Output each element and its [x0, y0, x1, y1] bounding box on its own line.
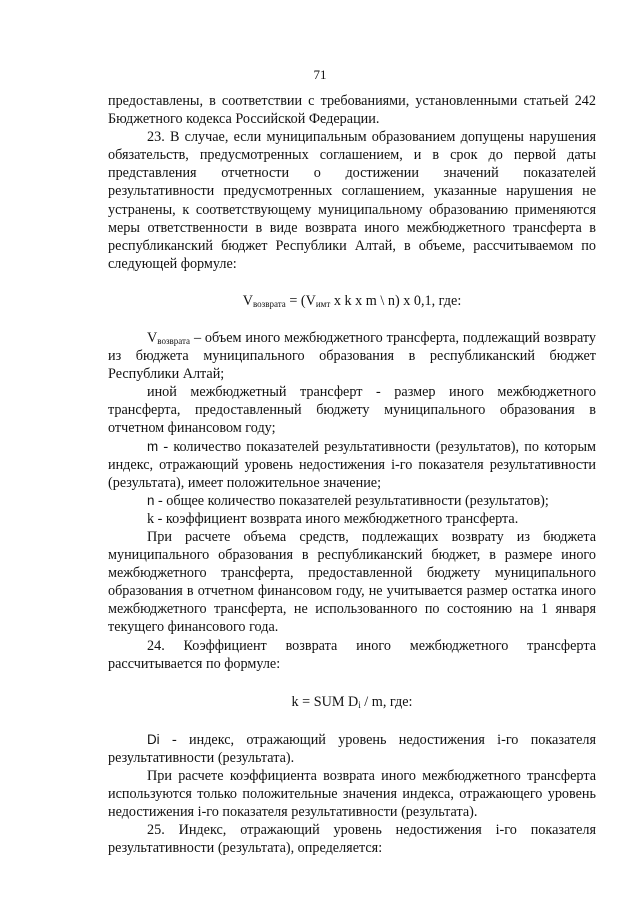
paragraph-imt-definition: иной межбюджетный трансферт - размер иного межбюджетного трансферта, предоставленный бюджету муниципального образования в отчетном финансовом году;: [108, 384, 596, 437]
document-body: [108, 92, 596, 857]
formula-coefficient: [108, 673, 596, 731]
formula2-tail: / m, где:: [360, 693, 413, 710]
paragraph-n-definition: [108, 492, 596, 510]
formula-imt-subscript: имт: [315, 298, 331, 309]
paragraph-m-definition: [108, 438, 596, 492]
term-n-text: - общее количество показателей результативности (результатов);: [154, 492, 549, 509]
formula-return-volume: [108, 273, 596, 329]
formula-tail: x k x m \ n) x 0,1, где:: [330, 292, 462, 309]
paragraph-positive-values: При расчете коэффициента возврата иного межбюджетного трансферта используются только положительные значения индекса, отражающего уровень недостижения i-го показателя результативности (результата).: [108, 767, 596, 821]
paragraph-24: 24. Коэффициент возврата иного межбюджетного трансферта рассчитывается по формуле:: [108, 637, 596, 672]
paragraph-25: 25. Индекс, отражающий уровень недостижения i-го показателя результативности (результата), определяется:: [108, 822, 596, 857]
formula2-subscript: i: [358, 699, 361, 710]
term-di-text: - индекс, отражающий уровень недостижения i-го показателя результативности (результата).: [108, 731, 596, 766]
term-m: m: [147, 438, 159, 454]
term-di: Di: [147, 731, 160, 747]
paragraph-k-definition: k - коэффициент возврата иного межбюджетного трансферта.: [147, 510, 519, 527]
term-v: V: [147, 329, 158, 346]
formula2-head: k = SUM D: [291, 693, 359, 710]
paragraph-di-definition: [108, 731, 596, 767]
formula-v: V: [242, 292, 253, 309]
paragraph-budget-code: предоставлены, в соответствии с требованиями, установленными статьей 242 Бюджетного кодекса Российской Федерации.: [108, 93, 596, 128]
term-n: n: [147, 492, 155, 508]
formula-v-subscript: возврата: [252, 298, 286, 309]
term-v-subscript: возврата: [157, 335, 191, 346]
paragraph-23: 23. В случае, если муниципальным образованием допущены нарушения обязательств, предусмотренных соглашением, и в срок до первой даты представления отчетности о достижении значений показателей результативности предусмотренных соглашением, указанные нарушения не устранены, к соответствующему муниципальному образованию применяются меры ответственности в виде возврата иного межбюджетного трансферта в республиканский бюджет Республики Алтай, в объеме, рассчитываемом по следующей формуле:: [108, 129, 596, 272]
formula-eq-open: = (V: [285, 292, 316, 309]
term-m-text: - количество показателей результативности (результатов), по которым индекс, отражающий уровень недостижения i-го показателя результативности (результата), имеет положительное значение;: [108, 438, 596, 491]
page-number: 71: [313, 67, 327, 82]
paragraph-v-definition: [108, 329, 596, 383]
term-v-text: – объем иного межбюджетного трансферта, подлежащий возврату из бюджета муниципального образования в республиканский бюджет Республики Алтай;: [108, 329, 596, 383]
paragraph-remainder-rule: При расчете объема средств, подлежащих возврату из бюджета муниципального образования в республиканский бюджет, в размере иного межбюджетного трансферта, предоставленной бюджету муниципального образования в отчетном финансовом году, не учитывается размер остатка иного межбюджетного трансферта, не использованного по состоянию на 1 января текущего финансового года.: [108, 528, 596, 636]
